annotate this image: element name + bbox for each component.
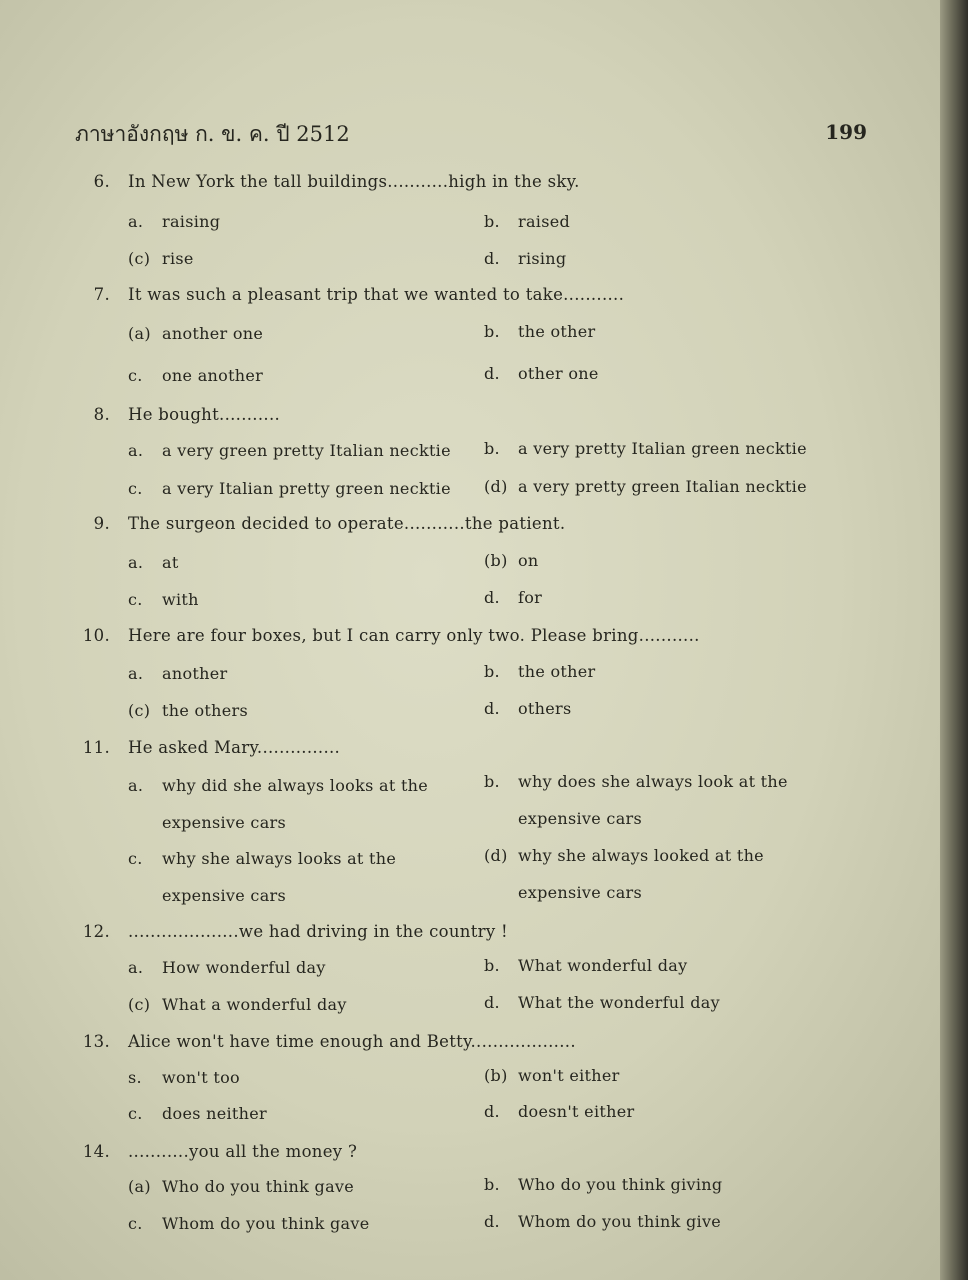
answer-option — [128, 1214, 370, 1233]
option-letter: (c) — [128, 995, 151, 1014]
answer-option — [128, 479, 451, 498]
page-number: 199 — [825, 120, 867, 144]
option-letter: c. — [128, 590, 143, 609]
option-text: why did she always looks at the — [162, 776, 429, 795]
option-text: why she always looked at the — [518, 846, 764, 865]
option-letter: (d) — [484, 846, 508, 865]
option-letter: a. — [128, 776, 144, 795]
option-letter: d. — [484, 993, 500, 1012]
answer-option — [128, 324, 263, 343]
option-letter: (b) — [484, 551, 508, 570]
question-stem: ...........you all the money ? — [128, 1142, 358, 1161]
option-text: another — [162, 664, 228, 683]
option-text-continued: expensive cars — [518, 809, 642, 828]
answer-option — [128, 849, 397, 905]
answer-option — [484, 551, 539, 570]
page-header — [75, 118, 875, 150]
question-stem: Here are four boxes, but I can carry only two. Please bring........... — [128, 626, 700, 645]
answer-option — [484, 993, 720, 1012]
answer-option — [484, 1212, 721, 1231]
answer-option — [128, 366, 263, 385]
option-letter: (c) — [128, 701, 151, 720]
option-letter: a. — [128, 212, 144, 231]
option-text: a very green pretty Italian necktie — [162, 441, 451, 460]
option-text: raising — [162, 212, 221, 231]
option-letter: d. — [484, 588, 500, 607]
answer-option — [484, 1102, 634, 1121]
option-text: a very pretty green Italian necktie — [518, 477, 807, 496]
answer-option — [484, 699, 572, 718]
option-text: the other — [518, 662, 596, 681]
question-stem: He asked Mary............... — [128, 738, 341, 757]
answer-option — [128, 1177, 354, 1196]
answer-option — [128, 995, 347, 1014]
option-letter: d. — [484, 364, 500, 383]
option-letter: c. — [128, 849, 143, 868]
option-text: won't too — [162, 1068, 240, 1087]
option-letter: (c) — [128, 249, 151, 268]
answer-option — [484, 364, 599, 383]
option-text: Whom do you think give — [518, 1212, 722, 1231]
page-edge — [940, 0, 968, 1280]
option-text: How wonderful day — [162, 958, 326, 977]
question-stem: ....................we had driving in the country ! — [128, 922, 508, 941]
option-letter: a. — [128, 553, 144, 572]
answer-option — [484, 772, 788, 828]
option-text: a very pretty Italian green necktie — [518, 439, 807, 458]
option-letter: d. — [484, 1102, 500, 1121]
option-letter: a. — [128, 958, 144, 977]
option-text: Who do you think giving — [518, 1175, 723, 1194]
option-letter: b. — [484, 956, 500, 975]
option-text: for — [518, 588, 543, 607]
answer-option — [484, 662, 595, 681]
option-letter: d. — [484, 1212, 500, 1231]
question-number: 12. — [82, 922, 110, 941]
answer-option — [484, 439, 807, 458]
question-stem: The surgeon decided to operate...........the patient. — [128, 514, 566, 533]
answer-option — [484, 249, 566, 268]
option-text: the others — [162, 701, 248, 720]
option-text: doesn't either — [518, 1102, 635, 1121]
option-letter: c. — [128, 1104, 143, 1123]
question-stem: Alice won't have time enough and Betty................... — [128, 1032, 576, 1051]
answer-option — [128, 1068, 240, 1087]
answer-option — [484, 956, 687, 975]
answer-option — [484, 1175, 722, 1194]
option-letter: b. — [484, 662, 500, 681]
answer-option — [484, 477, 807, 496]
answer-option — [128, 249, 194, 268]
option-text: on — [518, 551, 539, 570]
question-stem: In New York the tall buildings...........high in the sky. — [128, 172, 580, 191]
question-number: 11. — [82, 738, 110, 757]
option-text: a very Italian pretty green necktie — [162, 479, 451, 498]
option-text: does neither — [162, 1104, 267, 1123]
option-text: raised — [518, 212, 571, 231]
answer-option — [484, 212, 570, 231]
answer-option — [484, 846, 764, 902]
question-number: 6. — [93, 172, 110, 191]
option-text: one another — [162, 366, 264, 385]
option-text: Who do you think gave — [162, 1177, 355, 1196]
option-text: the other — [518, 322, 596, 341]
option-letter: b. — [484, 322, 500, 341]
option-letter: s. — [128, 1068, 142, 1087]
option-text: What wonderful day — [518, 956, 688, 975]
answer-option — [128, 701, 248, 720]
question-number: 10. — [82, 626, 110, 645]
answer-option — [128, 776, 429, 832]
question-number: 8. — [93, 405, 110, 424]
answer-option — [128, 1104, 267, 1123]
option-text: What a wonderful day — [162, 995, 347, 1014]
option-text: others — [518, 699, 572, 718]
option-text: why she always looks at the — [162, 849, 397, 868]
option-text: What the wonderful day — [518, 993, 720, 1012]
question-stem: He bought........... — [128, 405, 281, 424]
answer-option — [128, 958, 326, 977]
option-text: why does she always look at the — [518, 772, 788, 791]
answer-option — [128, 212, 220, 231]
option-text: rising — [518, 249, 567, 268]
answer-option — [128, 553, 179, 572]
option-letter: a. — [128, 441, 144, 460]
answer-option — [484, 588, 542, 607]
option-text-continued: expensive cars — [162, 813, 286, 832]
option-text: other one — [518, 364, 599, 383]
option-text: another one — [162, 324, 264, 343]
page-title: ภาษาอังกฤษ ก. ข. ค. ปี 2512 — [75, 122, 350, 146]
option-text: Whom do you think gave — [162, 1214, 370, 1233]
option-letter: a. — [128, 664, 144, 683]
option-letter: (a) — [128, 1177, 151, 1196]
answer-option — [484, 1066, 620, 1085]
answer-option — [128, 590, 199, 609]
option-letter: b. — [484, 772, 500, 791]
option-letter: (b) — [484, 1066, 508, 1085]
option-letter: (d) — [484, 477, 508, 496]
option-text: won't either — [518, 1066, 620, 1085]
option-letter: b. — [484, 1175, 500, 1194]
option-letter: c. — [128, 366, 143, 385]
question-number: 7. — [93, 285, 110, 304]
option-letter: d. — [484, 249, 500, 268]
question-number: 13. — [82, 1032, 110, 1051]
question-number: 14. — [82, 1142, 110, 1161]
option-letter: c. — [128, 479, 143, 498]
option-letter: b. — [484, 439, 500, 458]
option-text-continued: expensive cars — [162, 886, 286, 905]
question-number: 9. — [93, 514, 110, 533]
option-text: at — [162, 553, 179, 572]
answer-option — [484, 322, 595, 341]
option-letter: c. — [128, 1214, 143, 1233]
answer-option — [128, 441, 451, 460]
option-letter: d. — [484, 699, 500, 718]
option-text-continued: expensive cars — [518, 883, 642, 902]
option-letter: b. — [484, 212, 500, 231]
question-stem: It was such a pleasant trip that we wanted to take........... — [128, 285, 625, 304]
option-text: with — [162, 590, 199, 609]
answer-option — [128, 664, 227, 683]
option-letter: (a) — [128, 324, 151, 343]
option-text: rise — [162, 249, 194, 268]
